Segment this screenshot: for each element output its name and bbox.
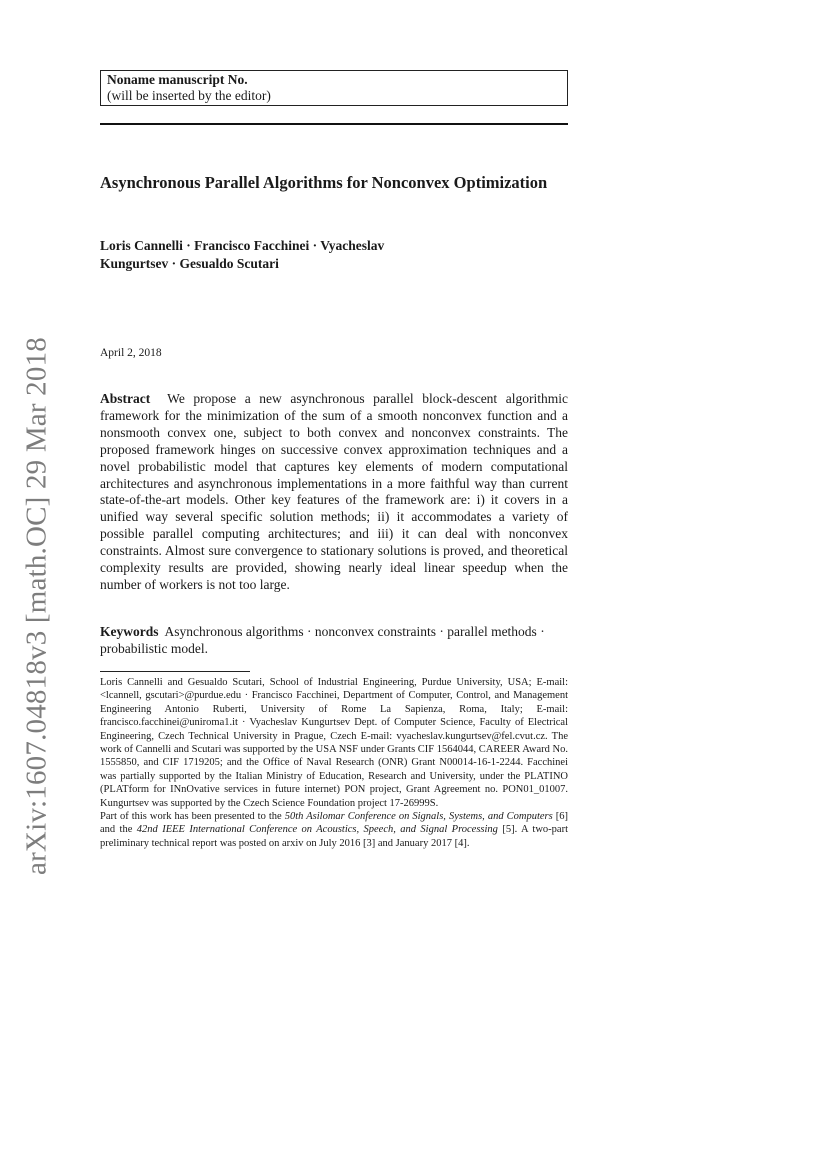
citation-ref[interactable]: [5]. (502, 824, 518, 836)
abstract (100, 391, 568, 594)
keywords-label: Keywords (100, 624, 159, 639)
arxiv-side-label (16, 338, 58, 874)
conference-2: 42nd IEEE International Conference on Acoustics, Speech, and Signal Processing (136, 824, 498, 836)
abstract-label: Abstract (100, 391, 151, 406)
footnotes (100, 676, 568, 850)
footnote-rule (100, 671, 250, 672)
keywords-text: Asynchronous algorithms · nonconvex constraints · parallel methods · probabilistic model. (100, 624, 545, 656)
paper-title: Asynchronous Parallel Algorithms for Nonconvex Optimization (100, 173, 548, 192)
arxiv-identifier: arXiv:1607.04818v3 [math.OC] 29 Mar 2018 (20, 337, 53, 875)
editor-note: (will be inserted by the editor) (107, 88, 271, 103)
abstract-text: We propose a new asynchronous parallel block-descent algorithmic framework for the minimization of the sum of a smooth nonconvex function and a nonsmooth convex one, subject to both convex and nonconvex constraints. The proposed framework hinges on successive convex approximation techniques and a novel probabilistic model that captures key elements of modern computational architectures and asynchronous implementations in a more faithful way than current state-of-the-art models. Other key features of the framework are: i) it covers in a unified way several specific solution methods; ii) it accommodates a variety of possible parallel computing architectures; and iii) it can deal with nonconvex constraints. Almost sure convergence to stationary solutions is proved, and theoretical complexity results are provided, showing nearly ideal linear speedup when the number of workers is not too large. (100, 391, 568, 592)
affiliations-footnote: Loris Cannelli and Gesualdo Scutari, School of Industrial Engineering, Purdue University, USA; E-mail: <lcannell, gscutari>@purdue.edu · Francisco Facchinei, Department of Computer, Control, and Management Engineering Antonio Ruberti, University of Rome La Sapienza, Roma, Italy; E-mail: francisco.facchinei@uniroma1.it · Vyacheslav Kungurtsev Dept. of Computer Science, Faculty of Electrical Engineering, Czech Technical University in Prague, Czech E-mail: vyacheslav.kungurtsev@fel.cvut.cz. The work of Cannelli and Scutari was supported by the USA NSF under Grants CIF 1564044, CAREER Award No. 1555850, and CIF 1719205; and the Office of Naval Research (ONR) Grant N00014-16-1-2244. Facchinei was partially supported by the Italian Ministry of Education, Research and University, under the PLATINO (PLATform for INnOvative services in future internet) PON project, Grant Agreement no. PON01_01007. Kungurtsev was supported by the Czech Science Foundation project 17-26999S. (100, 677, 568, 809)
paper-date: April 2, 2018 (100, 347, 162, 359)
header-rule (100, 123, 568, 125)
manuscript-info-box (100, 70, 568, 106)
keywords (100, 624, 550, 658)
citation-ref[interactable]: [6] (555, 811, 568, 823)
manuscript-number: Noname manuscript No. (107, 72, 248, 87)
author-list: Loris Cannelli · Francisco Facchinei · Vyacheslav Kungurtsev · Gesualdo Scutari (100, 238, 385, 271)
presentation-footnote: Part of this work has been presented to the 50th Asilomar Conference on Signals, Systems, and Computers [6] and the 42nd IEEE International Conference on Acoustics, Speech, and Signal Processing [5]. A two-part preliminary technical report was posted on arxiv on July 2016 [3] and January 2017 [4]. (100, 811, 569, 849)
conference-1: 50th Asilomar Conference on Signals, Systems, and Computers (284, 811, 553, 823)
